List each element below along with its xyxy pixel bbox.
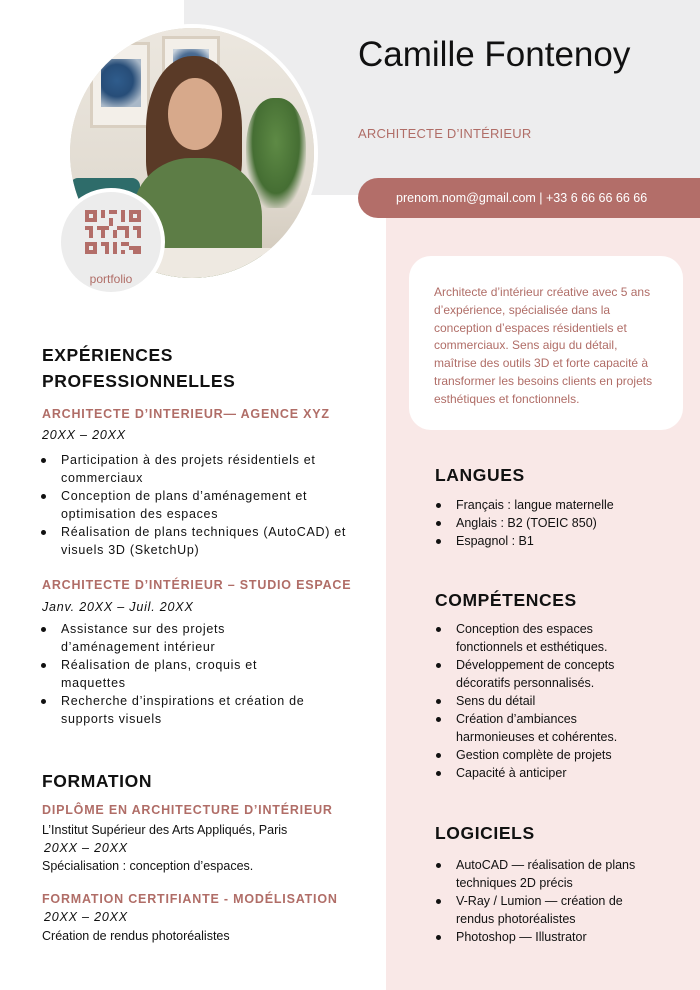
edu-1-detail: Spécialisation : conception d’espaces. [42,859,254,873]
list-item: Français : langue maternelle [436,496,666,514]
list-item: Assistance sur des projets d’aménagement intérieur [41,620,311,656]
list-item: Espagnol : B1 [436,532,666,550]
edu-2-title: FORMATION CERTIFIANTE - MODÉLISATION [42,892,338,906]
portfolio-label[interactable]: portfolio [89,272,133,286]
list-item: Capacité à anticiper [436,764,646,782]
job-title: ARCHITECTE D’INTÉRIEUR [358,126,532,141]
edu-2-detail: Création de rendus photoréalistes [42,929,230,943]
edu-1-title: DIPLÔME EN ARCHITECTURE D’INTÉRIEUR [42,803,333,817]
job-1-bullets [41,451,371,559]
portfolio-qr-badge[interactable] [57,188,165,296]
edu-1-school: L’Institut Supérieur des Arts Appliqués, Paris [42,823,288,837]
job-1-dates: 20XX – 20XX [42,428,126,442]
languages-list [436,496,666,550]
profile-summary: Architecte d’intérieur créative avec 5 ans d’expérience, spécialisée dans la conception d’espaces résidentiels et commerciaux. Sens aigu du détail, maîtrise des outils 3D et forte capacité à transformer les besoins clients en projets esthétiques et fonctionnels. [409,256,683,430]
edu-2-dates: 20XX – 20XX [44,910,128,924]
experience-heading: EXPÉRIENCES PROFESSIONNELLES [42,345,236,391]
list-item: Participation à des projets résidentiels et commerciaux [41,451,371,487]
software-heading: LOGICIELS [435,823,535,843]
list-item: Conception de plans d’aménagement et optimisation des espaces [41,487,371,523]
list-item: Sens du détail [436,692,646,710]
skills-list [436,620,646,782]
list-item: Conception des espaces fonctionnels et esthétiques. [436,620,646,656]
job-1-title: ARCHITECTE D’INTERIEUR— AGENCE XYZ [42,407,330,421]
list-item: Développement de concepts décoratifs personnalisés. [436,656,646,692]
education-heading: FORMATION [42,771,153,791]
list-item: Anglais : B2 (TOEIC 850) [436,514,666,532]
software-list [436,856,646,946]
list-item: Réalisation de plans techniques (AutoCAD) et visuels 3D (SketchUp) [41,523,371,559]
list-item: V-Ray / Lumion — création de rendus photoréalistes [436,892,646,928]
contact-bar[interactable]: prenom.nom@gmail.com | +33 6 66 66 66 66 [358,178,700,218]
list-item: AutoCAD — réalisation de plans techniques 2D précis [436,856,646,892]
job-2-bullets [41,620,311,728]
edu-1-dates: 20XX – 20XX [44,841,128,855]
skills-heading: COMPÉTENCES [435,590,577,610]
list-item: Gestion complète de projets [436,746,646,764]
candidate-name: Camille Fontenoy [358,35,631,74]
list-item: Réalisation de plans, croquis et maquettes [41,656,311,692]
list-item: Recherche d’inspirations et création de supports visuels [41,692,311,728]
languages-heading: LANGUES [435,465,525,485]
list-item: Création d’ambiances harmonieuses et cohérentes. [436,710,646,746]
job-2-title: ARCHITECTE D’INTÉRIEUR – STUDIO ESPACE [42,578,352,592]
list-item: Photoshop — Illustrator [436,928,646,946]
job-2-dates: Janv. 20XX – Juil. 20XX [42,600,194,614]
qr-code-icon [85,210,141,254]
